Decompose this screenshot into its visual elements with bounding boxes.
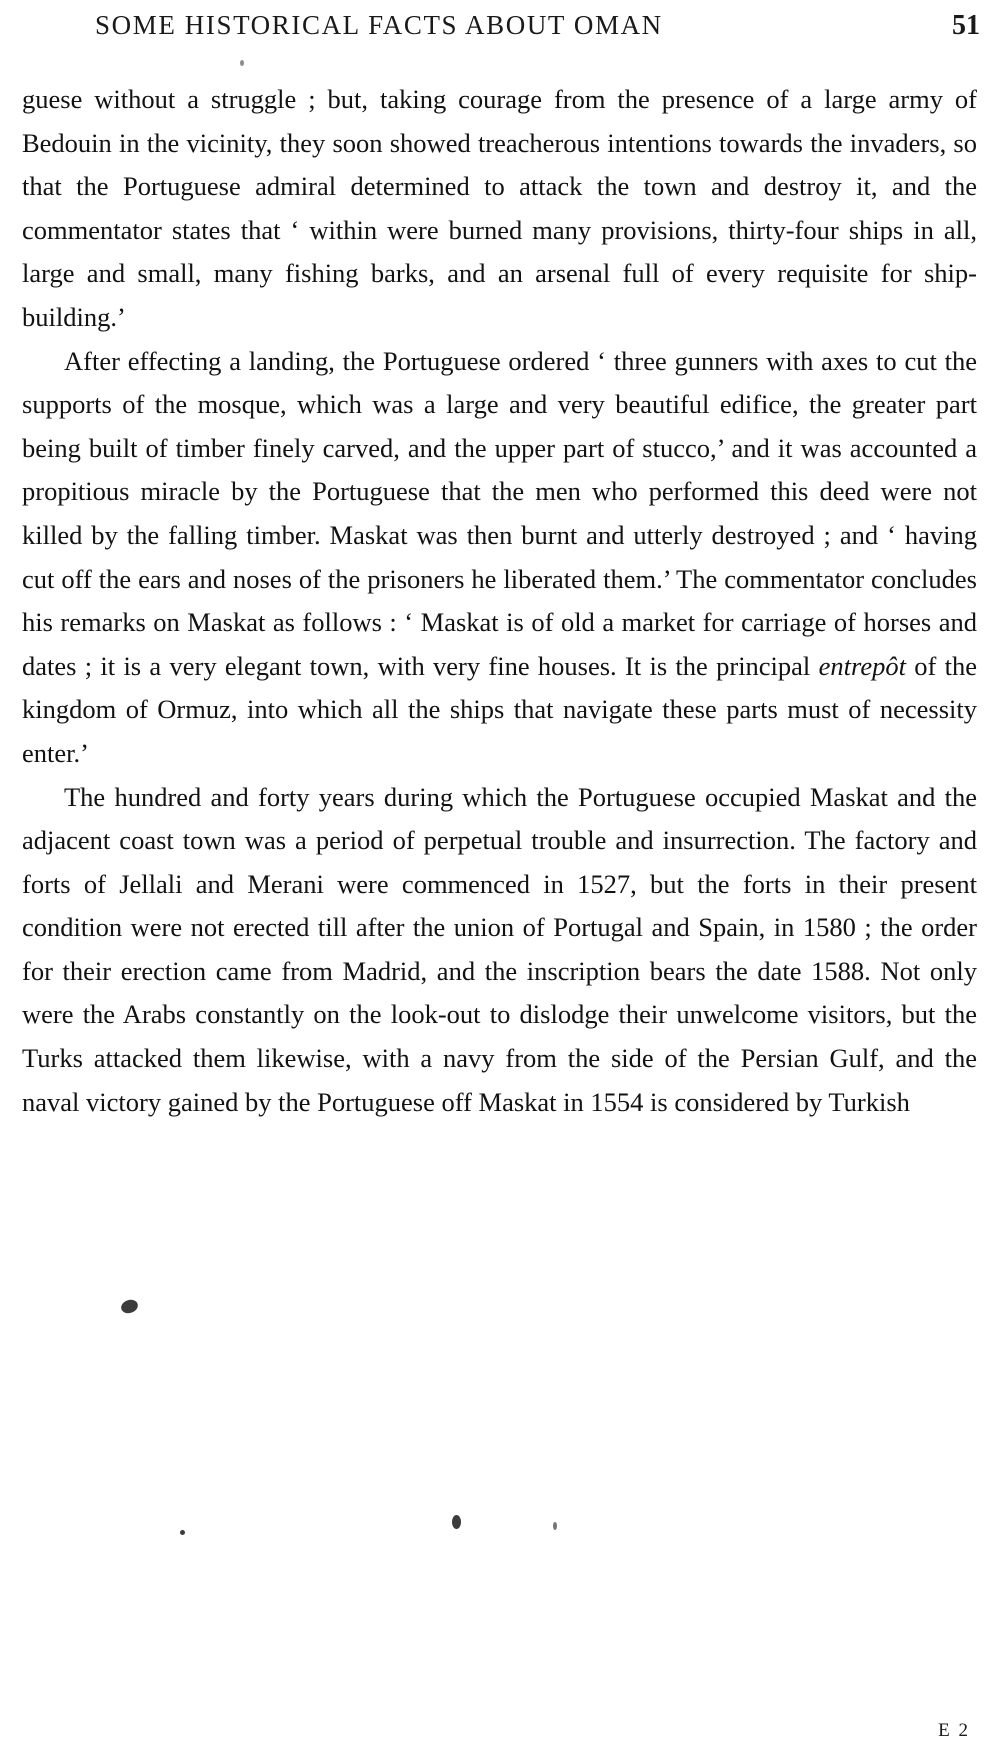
paragraph-1-text: guese without a struggle ; but, taking courage from the presence of a large army of Bedouin in the vicinity, they soon showed treacherous intentions towards the invaders, so that the Portuguese admiral determined to attack the town and destroy it, and the commentator states that ‘ within were burned many provisions, thirty-four ships in all, large and small, many fishing barks, and an arsenal full of every requisite for ship-building.’	[22, 84, 977, 332]
paragraph-1	[22, 78, 977, 340]
paragraph-2-text-part2: of the kingdom of Ormuz, into which all the ships that navigate these parts must of necessity enter.’	[22, 650, 978, 768]
paragraph-2-italic-term: entrepôt	[818, 650, 906, 681]
paragraph-3-text: The hundred and forty years during which the Portuguese occupied Maskat and the adjacent coast town was a period of perpetual trouble and insurrection. The factory and forts of Jellali and Merani were commenced in 1527, but the forts in their present condition were not erected till after the union of Portugal and Spain, in 1580 ; the order for their erection came from Madrid, and the inscription bears the date 1588. Not only were the Arabs constantly on the look-out to dislodge their unwelcome visitors, but the Turks attacked them likewise, with a navy from the side of the Persian Gulf, and the naval victory gained by the Portuguese off Maskat in 1554 is considered by Turkish	[22, 781, 977, 1117]
ink-speck-icon	[553, 1522, 557, 1530]
page-header	[95, 10, 980, 41]
running-title: SOME HISTORICAL FACTS ABOUT OMAN	[95, 10, 663, 40]
ink-blot-icon	[452, 1515, 461, 1529]
ink-blot-icon	[119, 1298, 139, 1316]
paragraph-2	[22, 340, 977, 776]
paragraph-3	[22, 776, 977, 1125]
paragraph-2-text-part1: After effecting a landing, the Portuguese ordered ‘ three gunners with axes to cut the supports of the mosque, which was a large and very beautiful edifice, the greater part being built of timber finely carved, and the upper part of stucco,’ and it was accounted a propitious miracle by the Portuguese that the men who performed this deed were not killed by the falling timber. Maskat was then burnt and utterly destroyed ; and ‘ having cut off the ears and noses of the prisoners he liberated them.’ The commentator concludes his remarks on Maskat as follows : ‘ Maskat is of old a market for carriage of horses and dates ; it is a very elegant town, with very fine houses. It is the principal	[22, 345, 977, 681]
page-number: 51	[952, 10, 980, 41]
page-body	[22, 78, 977, 1124]
signature-mark: E 2	[938, 1720, 970, 1741]
ink-speck-icon	[180, 1530, 185, 1535]
ink-speck-icon	[240, 60, 244, 66]
